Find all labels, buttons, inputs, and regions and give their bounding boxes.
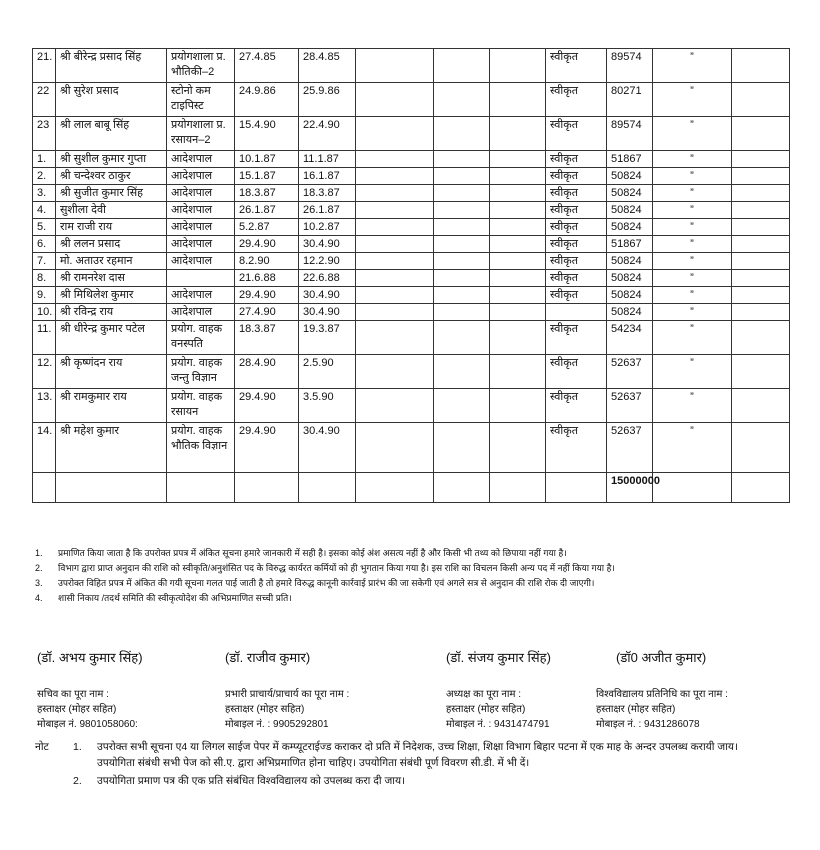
declaration-text: विभाग द्वारा प्राप्त अनुदान की राशि को स्वीकृति/अनुशंसित पद के विरुद्ध कार्यरत कर्मियों को ही भुगतान किया गया है। इस राशि का विचलन किसी अन्य पद में नहीं किया गया है।: [58, 563, 615, 573]
signatory-sign: हस्ताक्षर (मोहर सहित): [225, 704, 305, 715]
blank-cell: [490, 389, 546, 423]
from-date-cell: 15.1.87: [235, 168, 299, 185]
to-date-cell: 2.5.90: [299, 355, 356, 389]
from-date-cell: 8.2.90: [235, 253, 299, 270]
to-date-cell: 30.4.90: [299, 304, 356, 321]
staff-grant-table: [32, 48, 790, 503]
status-cell: स्वीकृत: [546, 117, 607, 151]
post-cell: आदेशपाल: [167, 287, 235, 304]
employee-name-cell: श्री मिथिलेश कुमार: [56, 287, 167, 304]
note-number: 1.: [73, 741, 82, 753]
serial-number-cell: 2.: [33, 168, 56, 185]
status-cell: स्वीकृत: [546, 83, 607, 117]
ditto-mark-cell: ”: [653, 219, 732, 236]
blank-cell: [434, 321, 490, 355]
status-cell: स्वीकृत: [546, 287, 607, 304]
status-cell: [546, 304, 607, 321]
amount-cell: 50824: [607, 185, 653, 202]
amount-cell: 50824: [607, 270, 653, 287]
blank-cell: [434, 117, 490, 151]
serial-number-cell: 4.: [33, 202, 56, 219]
from-date-cell: 29.4.90: [235, 389, 299, 423]
blank-cell: [490, 185, 546, 202]
blank-cell: [356, 117, 434, 151]
blank-cell: [490, 236, 546, 253]
table-row: [33, 389, 790, 423]
status-cell: स्वीकृत: [546, 253, 607, 270]
signatory-name-university-rep: (डॉ0 अजीत कुमार): [616, 650, 707, 665]
post-cell: प्रयोग. वाहक जन्तु विज्ञान: [167, 355, 235, 389]
status-cell: स्वीकृत: [546, 185, 607, 202]
blank-cell: [732, 83, 790, 117]
blank-cell: [732, 49, 790, 83]
blank-cell: [732, 423, 790, 473]
from-date-cell: 15.4.90: [235, 117, 299, 151]
ditto-mark-cell: ”: [653, 389, 732, 423]
signatory-block-secretary: [37, 687, 138, 732]
blank-cell: [167, 473, 235, 503]
employee-name-cell: श्री कृष्णंदन राय: [56, 355, 167, 389]
blank-cell: [356, 355, 434, 389]
ditto-mark-cell: ”: [653, 202, 732, 219]
declaration-item: [35, 576, 805, 591]
table-row: [33, 355, 790, 389]
from-date-cell: 26.1.87: [235, 202, 299, 219]
blank-cell: [434, 185, 490, 202]
status-cell: स्वीकृत: [546, 151, 607, 168]
to-date-cell: 26.1.87: [299, 202, 356, 219]
blank-cell: [732, 304, 790, 321]
blank-cell: [490, 202, 546, 219]
employee-name-cell: श्री सुजीत कुमार सिंह: [56, 185, 167, 202]
table-row: [33, 423, 790, 473]
table-row: [33, 321, 790, 355]
blank-cell: [356, 219, 434, 236]
blank-cell: [490, 219, 546, 236]
amount-cell: 50824: [607, 287, 653, 304]
serial-number-cell: 8.: [33, 270, 56, 287]
to-date-cell: 12.2.90: [299, 253, 356, 270]
serial-number-cell: 1.: [33, 151, 56, 168]
blank-cell: [490, 304, 546, 321]
blank-cell: [434, 236, 490, 253]
blank-cell: [56, 473, 167, 503]
blank-cell: [434, 304, 490, 321]
employee-name-cell: श्री बीरेन्द्र प्रसाद सिंह: [56, 49, 167, 83]
blank-cell: [235, 473, 299, 503]
blank-cell: [356, 253, 434, 270]
post-cell: प्रयोगशाला प्र. भौतिकी–2: [167, 49, 235, 83]
table-row: [33, 270, 790, 287]
blank-cell: [434, 168, 490, 185]
signatory-block-university-rep: [596, 687, 728, 732]
employee-name-cell: श्री सुरेश प्रसाद: [56, 83, 167, 117]
blank-cell: [490, 117, 546, 151]
amount-cell: 51867: [607, 151, 653, 168]
table-row: [33, 49, 790, 83]
table-row: [33, 202, 790, 219]
blank-cell: [490, 321, 546, 355]
amount-cell: 50824: [607, 219, 653, 236]
serial-number-cell: 11.: [33, 321, 56, 355]
blank-cell: [434, 49, 490, 83]
ditto-mark-cell: ”: [653, 151, 732, 168]
amount-cell: 50824: [607, 202, 653, 219]
blank-cell: [356, 202, 434, 219]
post-cell: आदेशपाल: [167, 236, 235, 253]
from-date-cell: 10.1.87: [235, 151, 299, 168]
declaration-number: 4.: [35, 593, 43, 603]
employee-name-cell: श्री रामनरेश दास: [56, 270, 167, 287]
status-cell: स्वीकृत: [546, 321, 607, 355]
declaration-number: 1.: [35, 548, 43, 558]
declaration-item: [35, 561, 805, 576]
blank-cell: [732, 219, 790, 236]
note-text: उपयोगिता प्रमाण पत्र की एक प्रति संबंधित विश्वविद्यालय को उपलब्ध करा दी जाय।: [97, 775, 406, 787]
signatory-name-secretary: (डॉ. अभय कुमार सिंह): [37, 650, 143, 665]
to-date-cell: 19.3.87: [299, 321, 356, 355]
status-cell: स्वीकृत: [546, 355, 607, 389]
blank-cell: [490, 83, 546, 117]
status-cell: स्वीकृत: [546, 270, 607, 287]
blank-cell: [434, 389, 490, 423]
blank-cell: [546, 473, 607, 503]
ditto-mark-cell: ”: [653, 270, 732, 287]
blank-cell: [732, 185, 790, 202]
serial-number-cell: 14.: [33, 423, 56, 473]
blank-cell: [434, 355, 490, 389]
amount-cell: 54234: [607, 321, 653, 355]
from-date-cell: 29.4.90: [235, 236, 299, 253]
amount-cell: 52637: [607, 423, 653, 473]
blank-cell: [434, 270, 490, 287]
blank-cell: [732, 151, 790, 168]
note-text: उपरोक्त सभी सूचना ए4 या लिगल साईज पेपर में कम्प्यूटराईज्ड कराकर दो प्रति में निदेशक, उच्च शिक्षा, शिक्षा विभाग बिहार पटना में एक माह के अन्दर उपलब्ध करायी जाय।: [97, 741, 738, 753]
declaration-text: उपरोक्त विहित प्रपत्र में अंकित की गयी सूचना गलत पाई जाती है तो हमारे विरुद्ध कानूनी कार्रवाई प्रारंभ की जा सकेगी एवं अगले सत्र से अनुदान की राशि रोक दी जाएगी।: [58, 578, 595, 588]
post-cell: आदेशपाल: [167, 253, 235, 270]
table-row: [33, 219, 790, 236]
declaration-number: 3.: [35, 578, 43, 588]
post-cell: प्रयोग. वाहक भौतिक विज्ञान: [167, 423, 235, 473]
signatory-mobile: मोबाइल नं. : 9431474791: [446, 719, 550, 730]
amount-cell: 50824: [607, 253, 653, 270]
to-date-cell: 25.9.86: [299, 83, 356, 117]
to-date-cell: 28.4.85: [299, 49, 356, 83]
post-cell: आदेशपाल: [167, 168, 235, 185]
blank-cell: [356, 236, 434, 253]
post-cell: प्रयोगशाला प्र. रसायन–2: [167, 117, 235, 151]
blank-cell: [732, 253, 790, 270]
to-date-cell: 16.1.87: [299, 168, 356, 185]
from-date-cell: 27.4.85: [235, 49, 299, 83]
signatory-block-president: [446, 687, 550, 732]
amount-cell: 52637: [607, 389, 653, 423]
to-date-cell: 10.2.87: [299, 219, 356, 236]
table-row: [33, 151, 790, 168]
declarations: [35, 546, 805, 606]
blank-cell: [356, 473, 434, 503]
to-date-cell: 18.3.87: [299, 185, 356, 202]
serial-number-cell: 7.: [33, 253, 56, 270]
ditto-mark-cell: ”: [653, 83, 732, 117]
ditto-mark-cell: ”: [653, 117, 732, 151]
ditto-mark-cell: ”: [653, 253, 732, 270]
table-row: [33, 185, 790, 202]
note-item-1: [73, 739, 738, 755]
signatory-sign: हस्ताक्षर (मोहर सहित): [37, 704, 117, 715]
table-row: [33, 117, 790, 151]
from-date-cell: 24.9.86: [235, 83, 299, 117]
serial-number-cell: 3.: [33, 185, 56, 202]
blank-cell: [356, 389, 434, 423]
amount-cell: 50824: [607, 168, 653, 185]
blank-cell: [434, 219, 490, 236]
status-cell: स्वीकृत: [546, 423, 607, 473]
table-row: [33, 168, 790, 185]
post-cell: आदेशपाल: [167, 304, 235, 321]
serial-number-cell: 12.: [33, 355, 56, 389]
post-cell: [167, 270, 235, 287]
note-item-1-continued: उपयोगिता संबंधी सभी पेज को सी.ए. द्वारा अभिप्रमाणित होना चाहिए। उपयोगिता संबंधी पूर्ण विवरण सी.डी. में भी दें।: [97, 757, 530, 769]
blank-cell: [356, 304, 434, 321]
blank-cell: [356, 151, 434, 168]
blank-cell: [434, 473, 490, 503]
signatory-mobile: मोबाइल नं. : 9431286078: [596, 719, 700, 730]
blank-cell: [434, 253, 490, 270]
signatory-mobile: मोबाइल नं. 9801058060:: [37, 719, 138, 730]
blank-cell: [490, 168, 546, 185]
ditto-mark-cell: ”: [653, 49, 732, 83]
to-date-cell: 11.1.87: [299, 151, 356, 168]
blank-cell: [490, 287, 546, 304]
amount-cell: 89574: [607, 117, 653, 151]
from-date-cell: 21.6.88: [235, 270, 299, 287]
to-date-cell: 3.5.90: [299, 389, 356, 423]
signatory-block-principal: [225, 687, 349, 732]
ditto-mark-cell: ”: [653, 185, 732, 202]
ditto-mark-cell: ”: [653, 423, 732, 473]
table-row: [33, 253, 790, 270]
blank-cell: [732, 270, 790, 287]
note-item-2: [73, 773, 405, 789]
blank-cell: [490, 355, 546, 389]
to-date-cell: 30.4.90: [299, 287, 356, 304]
amount-cell: 52637: [607, 355, 653, 389]
blank-cell: [356, 83, 434, 117]
to-date-cell: 22.6.88: [299, 270, 356, 287]
blank-cell: [732, 473, 790, 503]
serial-number-cell: 13.: [33, 389, 56, 423]
blank-cell: [653, 473, 732, 503]
ditto-mark-cell: ”: [653, 236, 732, 253]
status-cell: स्वीकृत: [546, 219, 607, 236]
blank-cell: [356, 287, 434, 304]
employee-name-cell: श्री रविन्द्र राय: [56, 304, 167, 321]
blank-cell: [732, 117, 790, 151]
blank-cell: [356, 423, 434, 473]
signatory-role: अध्यक्ष का पूरा नाम :: [446, 689, 522, 700]
blank-cell: [33, 473, 56, 503]
blank-cell: [299, 473, 356, 503]
signatory-role: सचिव का पूरा नाम :: [37, 689, 109, 700]
post-cell: स्टोनो कम टाइपिस्ट: [167, 83, 235, 117]
blank-cell: [356, 270, 434, 287]
blank-cell: [732, 287, 790, 304]
post-cell: आदेशपाल: [167, 151, 235, 168]
signatory-role: प्रभारी प्राचार्य/प्राचार्य का पूरा नाम :: [225, 689, 350, 700]
from-date-cell: 29.4.90: [235, 287, 299, 304]
serial-number-cell: 10.: [33, 304, 56, 321]
from-date-cell: 18.3.87: [235, 185, 299, 202]
serial-number-cell: 22: [33, 83, 56, 117]
declaration-text: प्रमाणित किया जाता है कि उपरोक्त प्रपत्र में अंकित सूचना हमारे जानकारी में सही है। इसका कोई अंश असत्य नहीं है और किसी भी तथ्य को छिपाया नहीं गया है।: [58, 548, 567, 558]
serial-number-cell: 5.: [33, 219, 56, 236]
blank-cell: [434, 287, 490, 304]
blank-cell: [356, 321, 434, 355]
signatory-mobile: मोबाइल नं. : 9905292801: [225, 719, 329, 730]
blank-cell: [490, 49, 546, 83]
serial-number-cell: 23: [33, 117, 56, 151]
serial-number-cell: 6.: [33, 236, 56, 253]
blank-cell: [490, 151, 546, 168]
from-date-cell: 5.2.87: [235, 219, 299, 236]
blank-cell: [490, 253, 546, 270]
blank-cell: [490, 270, 546, 287]
employee-name-cell: सुशीला देवी: [56, 202, 167, 219]
employee-name-cell: राम राजी राय: [56, 219, 167, 236]
amount-cell: 51867: [607, 236, 653, 253]
notes-label: नोट: [35, 741, 49, 753]
post-cell: आदेशपाल: [167, 202, 235, 219]
ditto-mark-cell: ”: [653, 287, 732, 304]
amount-cell: 50824: [607, 304, 653, 321]
signatory-sign: हस्ताक्षर (मोहर सहित): [596, 704, 676, 715]
blank-cell: [356, 185, 434, 202]
table-row: [33, 83, 790, 117]
employee-name-cell: श्री ललन प्रसाद: [56, 236, 167, 253]
post-cell: प्रयोग. वाहक वनस्पति: [167, 321, 235, 355]
blank-cell: [490, 473, 546, 503]
employee-name-cell: श्री महेश कुमार: [56, 423, 167, 473]
blank-cell: [434, 83, 490, 117]
from-date-cell: 18.3.87: [235, 321, 299, 355]
declaration-number: 2.: [35, 563, 43, 573]
serial-number-cell: 21.: [33, 49, 56, 83]
blank-cell: [732, 236, 790, 253]
declaration-item: [35, 546, 805, 561]
note-number: 2.: [73, 775, 82, 787]
ditto-mark-cell: ”: [653, 355, 732, 389]
employee-name-cell: श्री रामकुमार राय: [56, 389, 167, 423]
blank-cell: [356, 168, 434, 185]
ditto-mark-cell: ”: [653, 321, 732, 355]
table-row: [33, 236, 790, 253]
status-cell: स्वीकृत: [546, 389, 607, 423]
employee-name-cell: श्री सुशील कुमार गुप्ता: [56, 151, 167, 168]
signatory-name-principal: (डॉ. राजीव कुमार): [225, 650, 311, 665]
to-date-cell: 30.4.90: [299, 236, 356, 253]
blank-cell: [356, 49, 434, 83]
serial-number-cell: 9.: [33, 287, 56, 304]
total-row: [33, 473, 790, 503]
blank-cell: [732, 202, 790, 219]
blank-cell: [732, 321, 790, 355]
from-date-cell: 28.4.90: [235, 355, 299, 389]
employee-name-cell: श्री धीरेन्द्र कुमार पटेल: [56, 321, 167, 355]
total-amount-cell: 15000000: [607, 473, 653, 503]
to-date-cell: 30.4.90: [299, 423, 356, 473]
post-cell: प्रयोग. वाहक रसायन: [167, 389, 235, 423]
employee-name-cell: मो. अताउर रहमान: [56, 253, 167, 270]
post-cell: आदेशपाल: [167, 219, 235, 236]
signatory-sign: हस्ताक्षर (मोहर सहित): [446, 704, 526, 715]
declaration-item: [35, 591, 805, 606]
blank-cell: [434, 423, 490, 473]
blank-cell: [434, 202, 490, 219]
amount-cell: 80271: [607, 83, 653, 117]
table-row: [33, 304, 790, 321]
ditto-mark-cell: ”: [653, 304, 732, 321]
post-cell: आदेशपाल: [167, 185, 235, 202]
from-date-cell: 29.4.90: [235, 423, 299, 473]
amount-cell: 89574: [607, 49, 653, 83]
blank-cell: [732, 168, 790, 185]
employee-name-cell: श्री लाल बाबू सिंह: [56, 117, 167, 151]
ditto-mark-cell: ”: [653, 168, 732, 185]
declaration-text: शासी निकाय /तदर्थ समिति की स्वीकृत्योदेश की अभिप्रमाणित सच्ची प्रति।: [58, 593, 292, 603]
status-cell: स्वीकृत: [546, 49, 607, 83]
blank-cell: [732, 355, 790, 389]
status-cell: स्वीकृत: [546, 236, 607, 253]
signatory-role: विश्वविद्यालय प्रतिनिधि का पूरा नाम :: [596, 689, 728, 700]
blank-cell: [434, 151, 490, 168]
signatory-name-president: (डॉ. संजय कुमार सिंह): [446, 650, 551, 665]
employee-name-cell: श्री चन्देश्वर ठाकुर: [56, 168, 167, 185]
blank-cell: [732, 389, 790, 423]
from-date-cell: 27.4.90: [235, 304, 299, 321]
to-date-cell: 22.4.90: [299, 117, 356, 151]
status-cell: स्वीकृत: [546, 202, 607, 219]
table-row: [33, 287, 790, 304]
status-cell: स्वीकृत: [546, 168, 607, 185]
blank-cell: [490, 423, 546, 473]
